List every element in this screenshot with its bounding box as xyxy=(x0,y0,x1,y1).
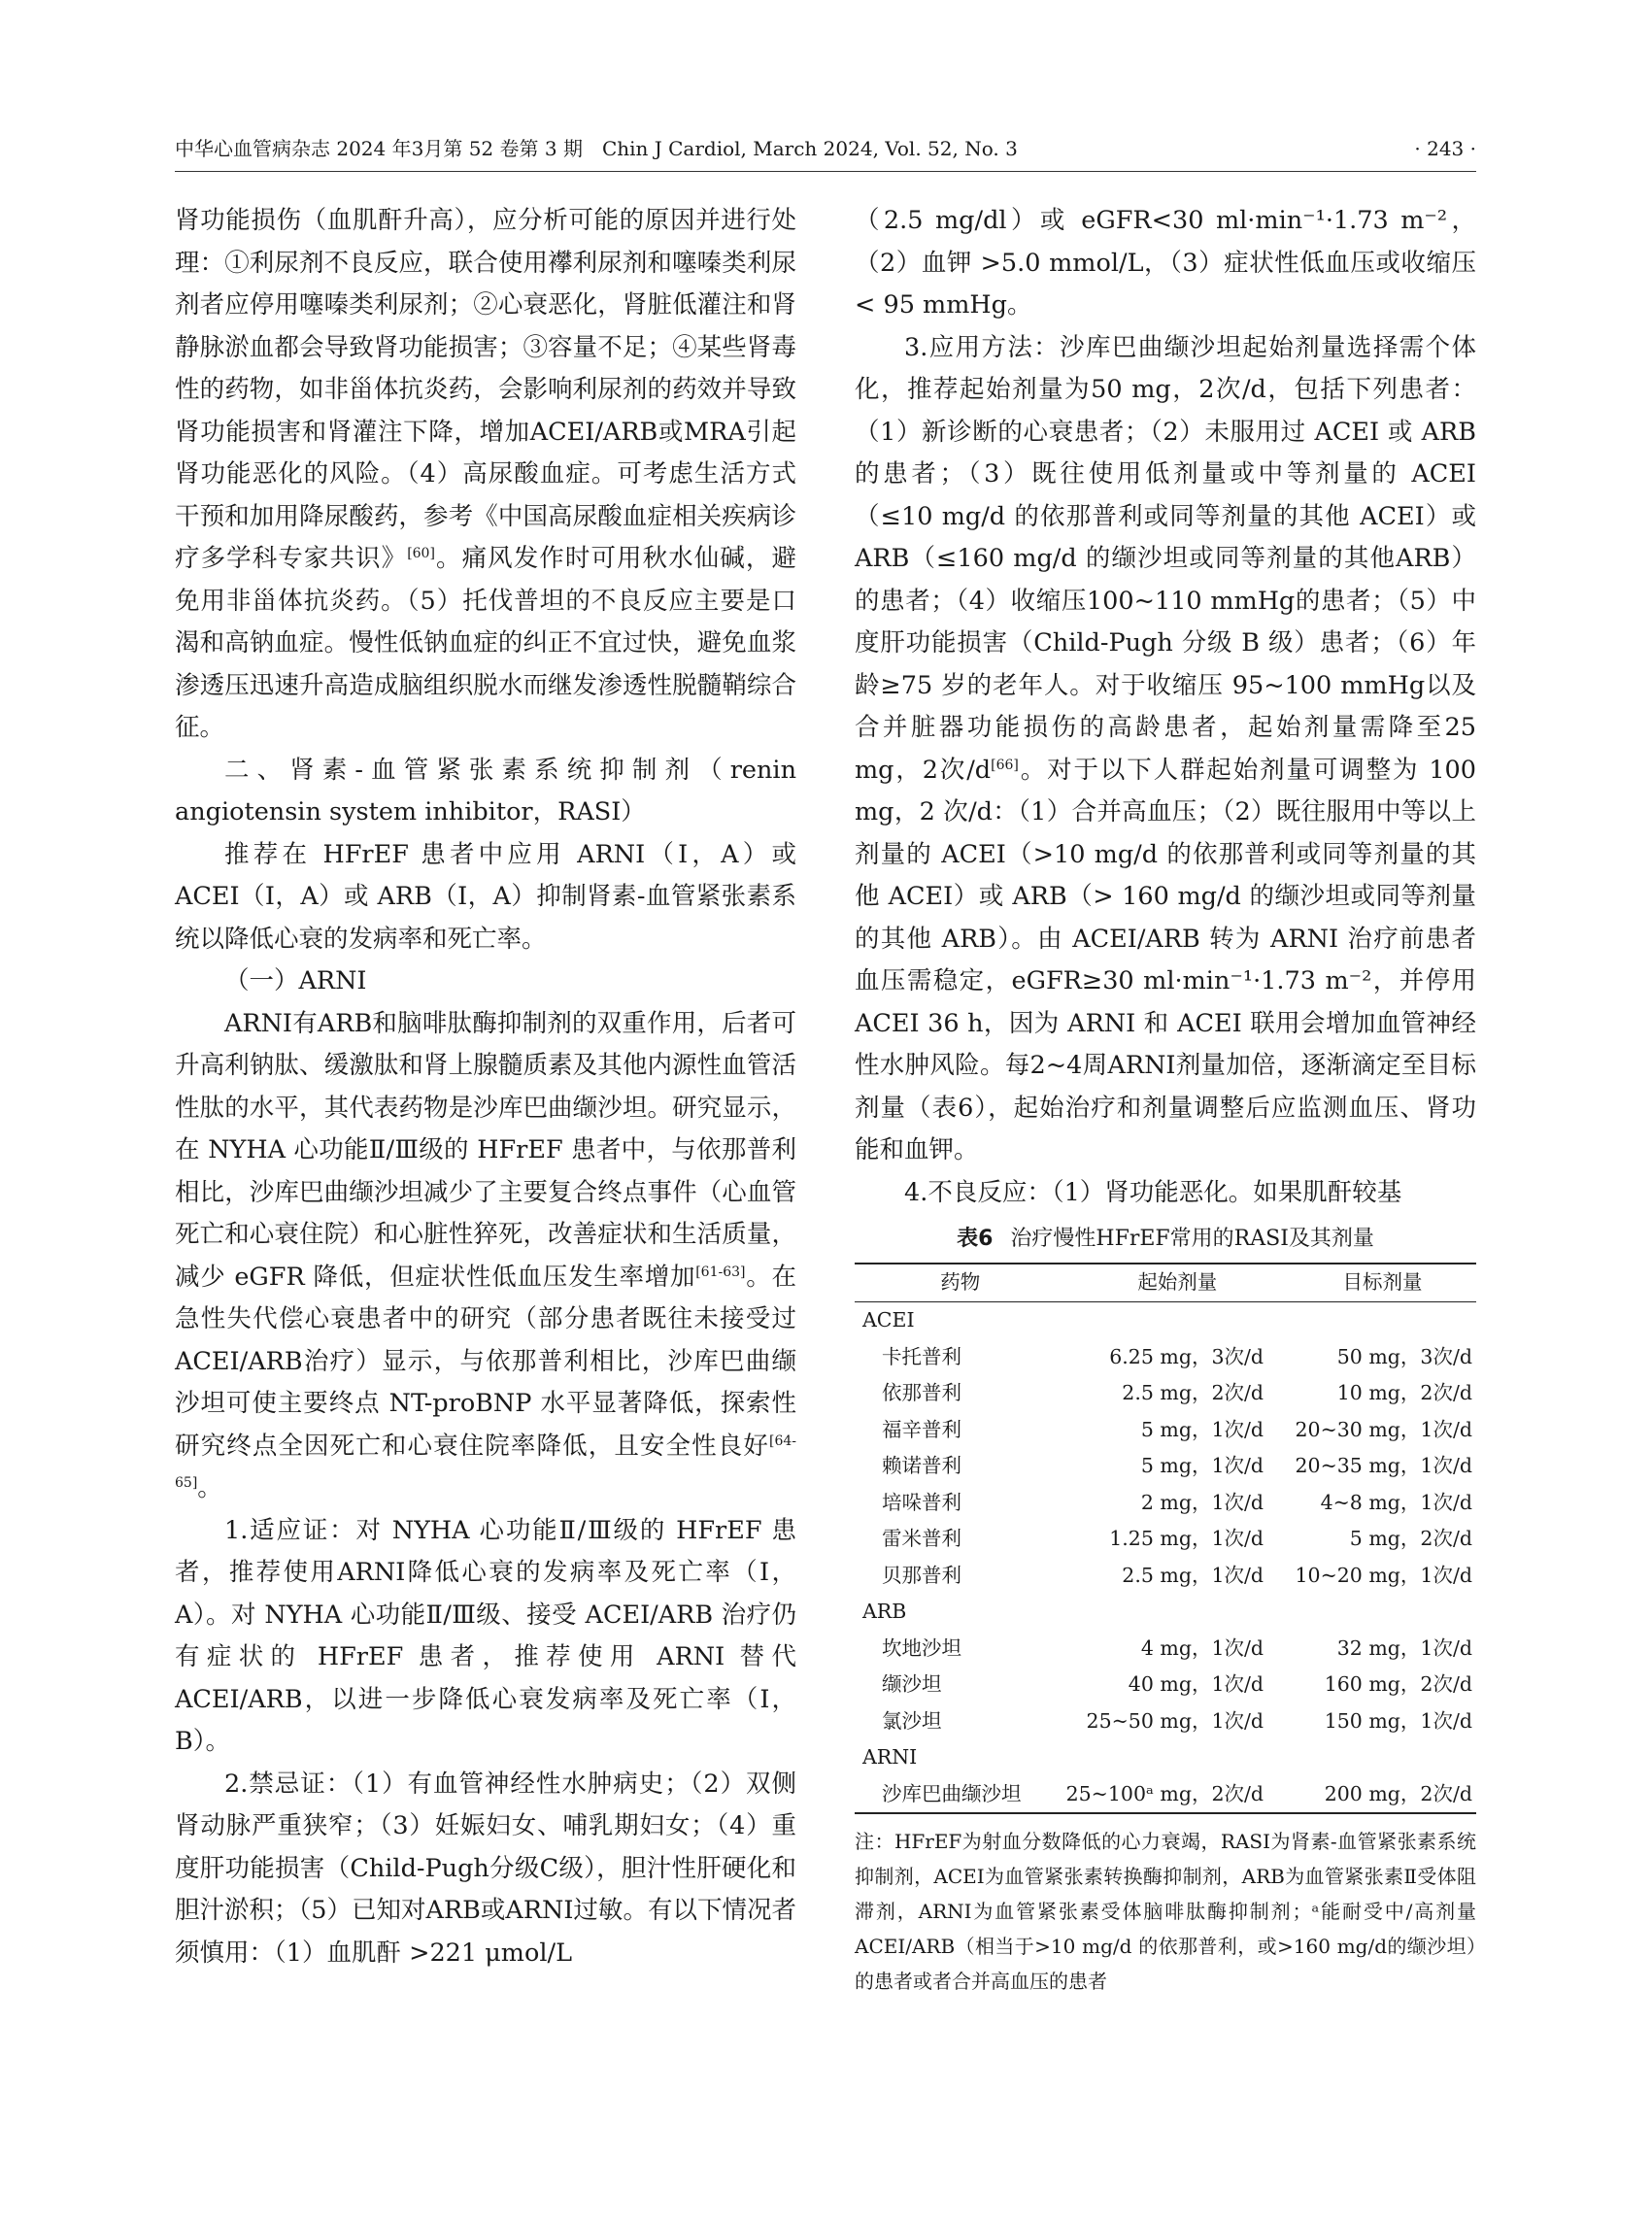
dose-table xyxy=(855,1263,1476,1814)
page-number: · 243 · xyxy=(1414,137,1476,160)
table-note xyxy=(855,1824,1476,1999)
table-caption: 表6 治疗慢性HFrEF常用的RASI及其剂量 xyxy=(957,1227,1374,1251)
paragraph-contraindications: 2.禁忌证：（1）有血管神经性水肿病史；（2）双侧肾动脉严重狭窄；（3）妊娠妇女、哺乳期妇女；（4）重度肝功能损害（Child-Pugh分级C级），胆汁性肝硬化和胆汁淤积；（5）已知对ARB或ARNI过敏。有以下情况者须慎用：（1）血肌酐 >221 μmol/L xyxy=(175,1769,796,1968)
table-note-abbreviations: 注：HFrEF为射血分数降低的心力衰竭，RASI为肾素-血管紧张素系统抑制剂，ACEI为血管紧张素转换酶抑制剂，ARB为血管紧张素Ⅱ受体阻滞剂，ARNI为血管紧张素受体脑啡肽酶抑制剂； xyxy=(855,1830,1476,1923)
table-row: 缬沙坦 40 mg，1次/d 160 mg，2次/d xyxy=(882,1672,1472,1696)
left-column xyxy=(175,200,796,1974)
paragraph-arni-intro: ARNI有ARB和脑啡肽酶抑制剂的双重作用，后者可升高利钠肽、缓激肽和肾上腺髓质素及其他内源性血管活性肽的水平，其代表药物是沙库巴曲缬沙坦。研究显示，在 NYHA 心功能Ⅱ/Ⅲ级的 HFrEF 患者中，与依那普利相比，沙库巴曲缬沙坦减少了主要复合终点事件（心血管死亡和心衰住院）和心脏性猝死，改善症状和生活质量，减少 eGFR 降低，但症状性低血压发生率增加[61-63]。在急性失代偿心衰患者中的研究（部分患者既往未接受过ACEI/ARB治疗）显示，与依那普利相比，沙库巴曲缬沙坦可使主要终点 NT-proBNP 水平显著降低，探索性研究终点全因死亡和心衰住院率降低，且安全性良好[64-65]。 xyxy=(175,1008,796,1502)
journal-citation: 中华心血管病杂志 2024 年3月第 52 卷第 3 期 Chin J Cardiol, March 2024, Vol. 52, No. 3 xyxy=(175,137,1018,160)
table-row: 氯沙坦 25~50 mg，1次/d 150 mg，1次/d xyxy=(882,1708,1472,1733)
table-row: 福辛普利 5 mg，1次/d 20~30 mg，1次/d xyxy=(882,1417,1472,1441)
table-row: 卡托普利 6.25 mg，3次/d 50 mg，3次/d xyxy=(882,1344,1472,1368)
paragraph-indications: 1.适应证：对 NYHA 心功能Ⅱ/Ⅲ级的 HFrEF 患者，推荐使用ARNI降低心衰的发病率及死亡率（Ⅰ，A）。对 NYHA 心功能Ⅱ/Ⅲ级、接受 ACEI/ARB 治疗仍有症状的 HFrEF 患者，推荐使用 ARNI 替代 ACEI/ARB，以进一步降低心衰发病率及死亡率（Ⅰ，B）。 xyxy=(175,1515,796,1756)
table-row: 依那普利 2.5 mg，2次/d 10 mg，2次/d xyxy=(882,1381,1472,1404)
table-row: 沙库巴曲缬沙坦 25~100ᵃ mg，2次/d 200 mg，2次/d xyxy=(855,1776,1476,1814)
paragraph-usage: 3.应用方法：沙库巴曲缬沙坦起始剂量选择需个体化，推荐起始剂量为50 mg，2次/d，包括下列患者：（1）新诊断的心衰患者；（2）未服用过 ACEI 或 ARB 的患者；（3）既往使用低剂量或中等剂量的 ACEI（≤10 mg/d 的依那普利或同等剂量的其他 ACEI）或 ARB（≤160 mg/d 的缬沙坦或同等剂量的其他ARB）的患者；（4）收缩压100~110 mmHg的患者；（5）中度肝功能损害（Child-Pugh 分级 B 级）患者；（6）年龄≥75 岁的老年人。对于收缩压 95~100 mmHg以及合并脏器功能损伤的高龄患者，起始剂量需降至25 mg，2次/d[66]。对于以下人群起始剂量可调整为 100 mg，2 次/d：（1）合并高血压；（2）既往服用中等以上剂量的 ACEI（>10 mg/d 的依那普利或同等剂量的其他 ACEI）或 ARB（> 160 mg/d 的缬沙坦或同等剂量的其他 ARB）。由 ACEI/ARB 转为 ARNI 治疗前患者血压需稳定，eGFR≥30 ml·min⁻¹·1.73 m⁻²，并停用 ACEI 36 h，因为 ARNI 和 ACEI 联用会增加血管神经性水肿风险。每2~4周ARNI剂量加倍，逐渐滴定至目标剂量（表6），起始治疗和剂量调整后应监测血压、肾功能和血钾。 xyxy=(855,332,1476,1164)
paragraph-adverse-reactions: 4.不良反应：（1）肾功能恶化。如果肌酐较基 xyxy=(904,1177,1402,1207)
subsection-title-arni: （一）ARNI xyxy=(224,966,367,995)
table-row: 培哚普利 2 mg，1次/d 4~8 mg，1次/d xyxy=(882,1490,1472,1514)
citation-ref: [66] xyxy=(991,757,1019,773)
table-note-footnote-a: ᵃ能耐受中/高剂量 ACEI/ARB（相当于>10 mg/d 的依那普利，或>160 mg/d的缬沙坦）的患者或者合并高血压的患者 xyxy=(855,1900,1477,1993)
section-title-rasi: 二、肾素-血管紧张素系统抑制剂（renin angiotensin system inhibitor，RASI） xyxy=(175,755,796,826)
table-row: 坎地沙坦 4 mg，1次/d 32 mg，1次/d xyxy=(882,1635,1472,1660)
table-6 xyxy=(855,1220,1476,1999)
column-header-target-dose: 目标剂量 xyxy=(1289,1264,1476,1302)
header-rule xyxy=(175,171,1476,172)
table-row: 贝那普利 2.5 mg，1次/d 10~20 mg，1次/d xyxy=(882,1563,1472,1587)
citation-ref: [61-63] xyxy=(695,1264,746,1280)
paragraph-cautions: （2.5 mg/dl）或 eGFR<30 ml·min⁻¹·1.73 m⁻²，（2）血钾 >5.0 mmol/L，（3）症状性低血压或收缩压 < 95 mmHg。 xyxy=(855,206,1476,320)
table-row: 雷米普利 1.25 mg，1次/d 5 mg，2次/d xyxy=(882,1527,1472,1550)
running-header xyxy=(175,134,1476,163)
citation-ref: [64-65] xyxy=(175,1433,796,1491)
table-row: 赖诺普利 5 mg，1次/d 20~35 mg，1次/d xyxy=(882,1454,1472,1477)
table-group-arb: ARB xyxy=(862,1600,907,1623)
table-group-acei: ACEI xyxy=(862,1308,915,1332)
paragraph-rasi-recommendation: 推荐在 HFrEF 患者中应用 ARNI（Ⅰ，A）或 ACEI（Ⅰ，A）或 ARB（Ⅰ，A）抑制肾素-血管紧张素系统以降低心衰的发病率和死亡率。 xyxy=(175,839,796,954)
citation-ref: [60] xyxy=(407,546,435,561)
column-header-start-dose: 起始剂量 xyxy=(1066,1264,1289,1302)
table-group-arni: ARNI xyxy=(862,1745,918,1769)
paragraph-renal-injury: 肾功能损伤（血肌酐升高），应分析可能的原因并进行处理：①利尿剂不良反应，联合使用襻利尿剂和噻嗪类利尿剂者应停用噻嗪类利尿剂；②心衰恶化，肾脏低灌注和肾静脉淤血都会导致肾功能损害；③容量不足；④某些肾毒性的药物，如非甾体抗炎药，会影响利尿剂的药效并导致肾功能损害和肾灌注下降，增加ACEI/ARB或MRA引起肾功能恶化的风险。（4）高尿酸血症。可考虑生活方式干预和加用降尿酸药，参考《中国高尿酸血症相关疾病诊疗多学科专家共识》[60]。痛风发作时可用秋水仙碱，避免用非甾体抗炎药。（5）托伐普坦的不良反应主要是口渴和高钠血症。慢性低钠血症的纠正不宜过快，避免血浆渗透压迅速升高造成脑组织脱水而继发渗透性脱髓鞘综合征。 xyxy=(175,206,796,742)
column-header-drug: 药物 xyxy=(855,1264,1066,1302)
right-column xyxy=(855,200,1476,1999)
